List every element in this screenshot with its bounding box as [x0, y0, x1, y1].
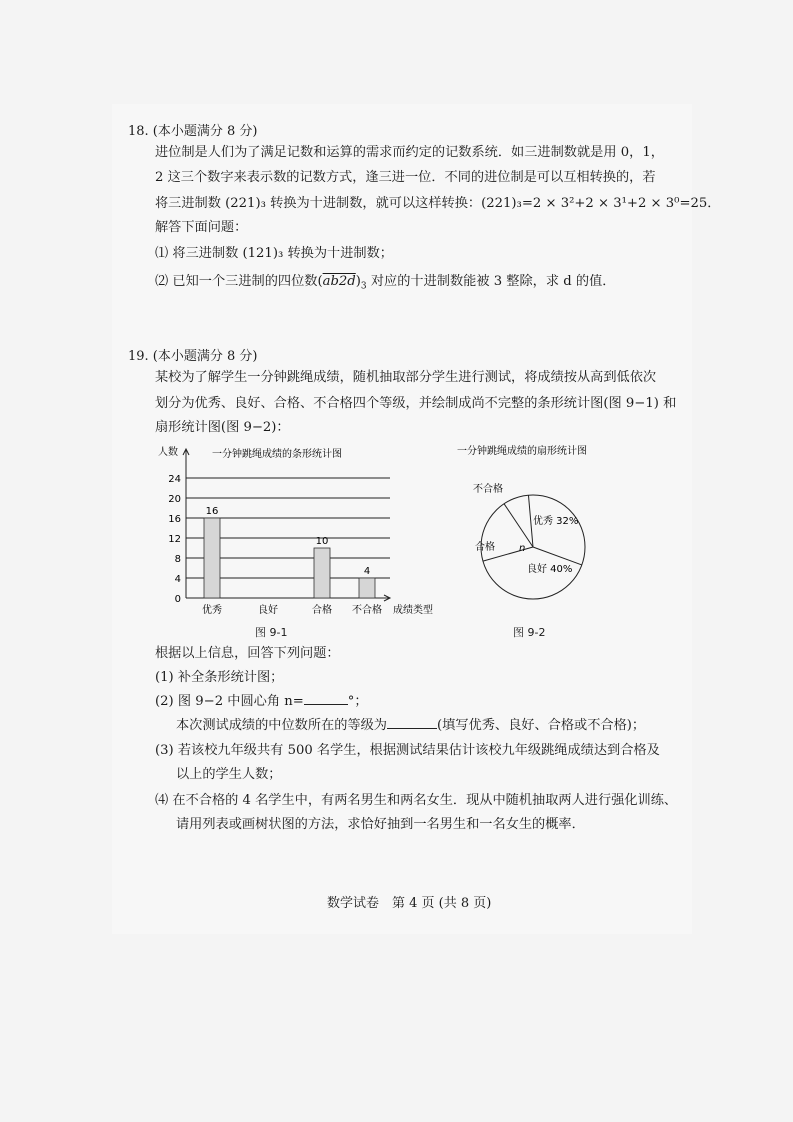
q19-part-3-line-1: (3) 若该校九年级共有 500 名学生，根据测试结果估计该校九年级跳绳成绩达到合格及 [155, 743, 660, 758]
q19-after-figures: 根据以上信息，回答下列问题： [155, 646, 340, 661]
pie-chart-title: 一分钟跳绳成绩的扇形统计图 [457, 446, 587, 457]
bar-0 [204, 518, 220, 598]
y-tick-label: 12 [168, 534, 181, 545]
pie-chart-slices [473, 482, 585, 599]
pie-slice-boundary [504, 504, 533, 547]
q18-line-2: 2 这三个数字来表示数的记数方式，逢三进一位．不同的进位制是可以互相转换的，若 [155, 170, 656, 185]
q19-part-4-line-1: ⑷ 在不合格的 4 名学生中，有两名男生和两名女生．现从中随机抽取两人进行强化训练、 [155, 793, 678, 808]
angle-answer-blank[interactable] [304, 692, 348, 705]
y-tick-label: 16 [168, 514, 181, 525]
median-answer-blank[interactable] [387, 716, 437, 729]
bar-value-label: 4 [363, 566, 371, 577]
x-category-label: 合格 [312, 605, 332, 616]
bar-chart-title: 一分钟跳绳成绩的条形统计图 [212, 449, 342, 460]
y-tick-label: 20 [168, 494, 181, 505]
bar-value-label: 16 [205, 506, 219, 517]
y-tick-label: 4 [174, 574, 181, 585]
pie-slice-label: 良好 40% [527, 564, 573, 575]
q19-part-1: (1) 补全条形统计图； [155, 670, 284, 685]
q19-line-1: 某校为了解学生一分钟跳绳成绩，随机抽取部分学生进行测试，将成绩按从高到低依次 [155, 370, 657, 385]
bar-3 [359, 578, 375, 598]
figure-9-2-caption: 图 9-2 [513, 626, 546, 639]
q19-line-3: 扇形统计图(图 9−2)： [155, 420, 290, 435]
q19-part-2-text-b: °； [347, 694, 368, 709]
bar-chart-xlabel: 成绩类型 [393, 605, 433, 616]
x-category-label: 不合格 [352, 605, 382, 616]
bar-2 [314, 548, 330, 598]
q18-base-subscript: 3 [360, 281, 367, 292]
q19-part-2-median [176, 716, 645, 736]
q18-part-2-text-a: ⑵ 已知一个三进制的四位数 [155, 274, 318, 289]
x-category-label: 良好 [258, 605, 278, 616]
pie-angle-n-label: n [519, 543, 526, 554]
bar-value-label: 10 [315, 536, 329, 547]
y-tick-label: 8 [174, 554, 181, 565]
q18-line-4: 解答下面问题： [155, 220, 248, 235]
q18-part-2-text-b: 对应的十进制数能被 3 整除，求 d 的值． [370, 274, 616, 289]
q18-line-3: 将三进制数 (221)₃ 转换为十进制数，就可以这样转换：(221)₃=2 × 3²+2 × 3¹+2 × 3⁰=25． [155, 196, 721, 211]
q19-heading: 19. (本小题满分 8 分) [128, 349, 258, 364]
y-tick-label: 0 [174, 594, 181, 605]
x-category-label: 优秀 [202, 605, 222, 616]
q19-part-4-line-2: 请用列表或画树状图的方法，求恰好抽到一名男生和一名女生的概率． [176, 817, 585, 832]
q19-line-2: 划分为优秀、良好、合格、不合格四个等级，并绘制成尚不完整的条形统计图(图 9−1) 和 [155, 396, 677, 411]
q18-line-1: 进位制是人们为了满足记数和运算的需求而约定的记数系统．如三进制数就是用 0，1， [155, 145, 664, 160]
q18-part-1: ⑴ 将三进制数 (121)₃ 转换为十进制数； [155, 246, 393, 261]
q19-part-2 [155, 692, 368, 712]
q19-median-text-a: 本次测试成绩的中位数所在的等级为 [176, 718, 387, 733]
q18-heading: 18. (本小题满分 8 分) [128, 124, 258, 139]
q18-ab2d-number: ab2d [322, 274, 356, 289]
bar-chart-grid [168, 449, 390, 605]
pie-chart [455, 440, 625, 620]
y-tick-label: 24 [168, 474, 181, 485]
pie-slice-boundary [533, 547, 582, 565]
pie-slice-label: 合格 [475, 542, 495, 553]
q19-part-2-text-a: (2) 图 9−2 中圆心角 n= [155, 694, 304, 709]
pie-slice-label: 不合格 [473, 484, 503, 495]
q19-part-3-line-2: 以上的学生人数； [176, 767, 282, 782]
q18-part-2: ⑵ 已知一个三进制的四位数$(ab2d)_3$ 对应的十进制数能被 3 整除，求 d 的值． [155, 274, 616, 292]
q19-median-text-b: (填写优秀、良好、合格或不合格)； [437, 718, 646, 733]
bar-chart [150, 440, 450, 640]
page-footer: 数学试卷 第 4 页 (共 8 页) [327, 896, 492, 911]
bar-chart-bars [202, 506, 382, 616]
pie-slice-label: 优秀 32% [533, 516, 579, 527]
bar-chart-ylabel: 人数 [158, 447, 178, 458]
figure-9-1-caption: 图 9-1 [255, 626, 288, 639]
